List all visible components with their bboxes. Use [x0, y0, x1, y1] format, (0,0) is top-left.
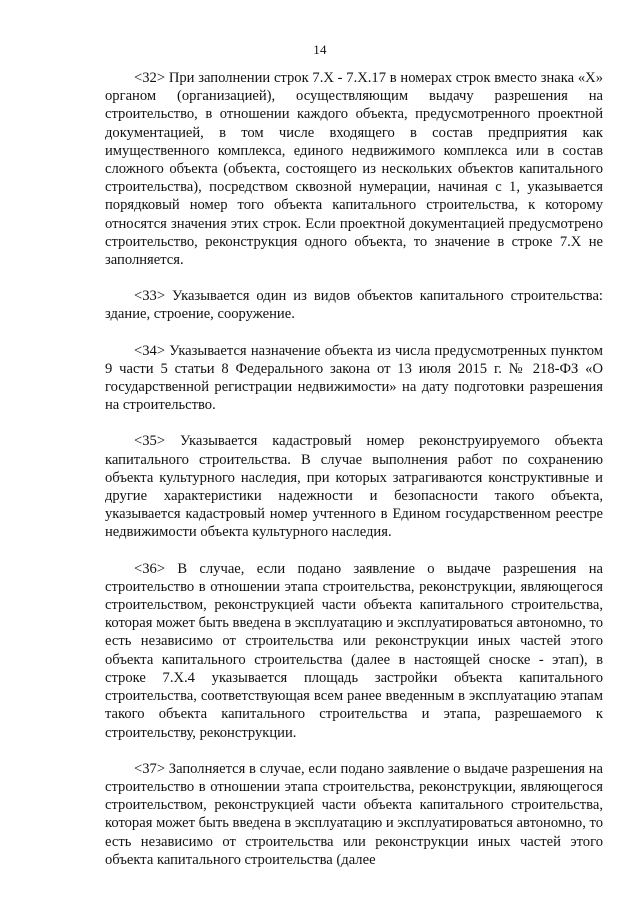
footnote-text: Указывается назначение объекта из числа предусмотренных пунктом 9 части 5 статьи 8 Федерального закона от 13 июля 2015 г. № 218-ФЗ «О государственной регистрации недвижимости» на дату подготовки разрешения на строительство. [105, 342, 603, 414]
footnote-33 [105, 287, 603, 323]
footnote-32 [105, 69, 603, 269]
footnote-text: Заполняется в случае, если подано заявление о выдаче разрешения на строительство в отношении этапа строительства, реконструкции, являющегося строительством, реконструкцией части объекта капитального строительства, которая может быть введена в эксплуатацию и эксплуатироваться автономно, то есть независимо от строительства или реконструкции иных частей этого объекта капитального строительства (далее [105, 760, 603, 868]
footnote-marker: <36> [134, 560, 166, 577]
footnotes-list [105, 69, 603, 869]
footnote-marker: <35> [134, 433, 166, 450]
footnote-marker: <33> [134, 288, 166, 305]
page-number: 14 [313, 42, 327, 57]
footnote-marker: <34> [134, 342, 166, 359]
footnote-marker: <37> [134, 760, 166, 777]
footnote-35 [105, 432, 603, 541]
footnote-text: Указывается один из видов объектов капитального строительства: здание, строение, сооружение. [105, 288, 603, 323]
footnote-34 [105, 342, 603, 415]
footnote-36 [105, 560, 603, 742]
footnote-text: При заполнении строк 7.Х - 7.Х.17 в номерах строк вместо знака «Х» органом (организацией), осуществляющим выдачу разрешения на строительство, в отношении каждого объекта, предусмотренного проектной документацией, в том числе входящего в состав предприятия как имущественного комплекса, единого недвижимого комплекса или в состав сложного объекта (объекта, состоящего из нескольких объектов капитального строительства), посредством сквозной нумерации, начиная с 1, указывается порядковый номер того объекта капитального строительства, к которому относятся значения этих строк. Если проектной документацией предусмотрено строительство, реконструкция одного объекта, то значение в строке 7.Х не заполняется. [105, 70, 603, 269]
footnote-marker: <32> [134, 70, 166, 86]
footnote-text: Указывается кадастровый номер реконструируемого объекта капитального строительства. В случае выполнения работ по сохранению объекта культурного наследия, при которых затрагиваются конструктивные и другие характеристики надежности и безопасности такого объекта, указывается кадастровый номер учтенного в Едином государственном реестре недвижимости объекта культурного наследия. [105, 433, 603, 541]
footnote-text: В случае, если подано заявление о выдаче разрешения на строительство в отношении этапа строительства, реконструкции, являющегося строительством, реконструкцией части объекта капитального строительства, которая может быть введена в эксплуатацию и эксплуатироваться автономно, то есть независимо от строительства или реконструкции иных частей этого объекта капитального строительства (далее в настоящей сноске - этап), в строке 7.Х.4 указывается площадь застройки объекта капитального строительства, соответствующая всем ранее введенным в эксплуатацию этапам такого объекта капитального строительства и этапа, разрешаемого к строительству, реконструкции. [105, 560, 603, 741]
footnote-37 [105, 760, 603, 869]
